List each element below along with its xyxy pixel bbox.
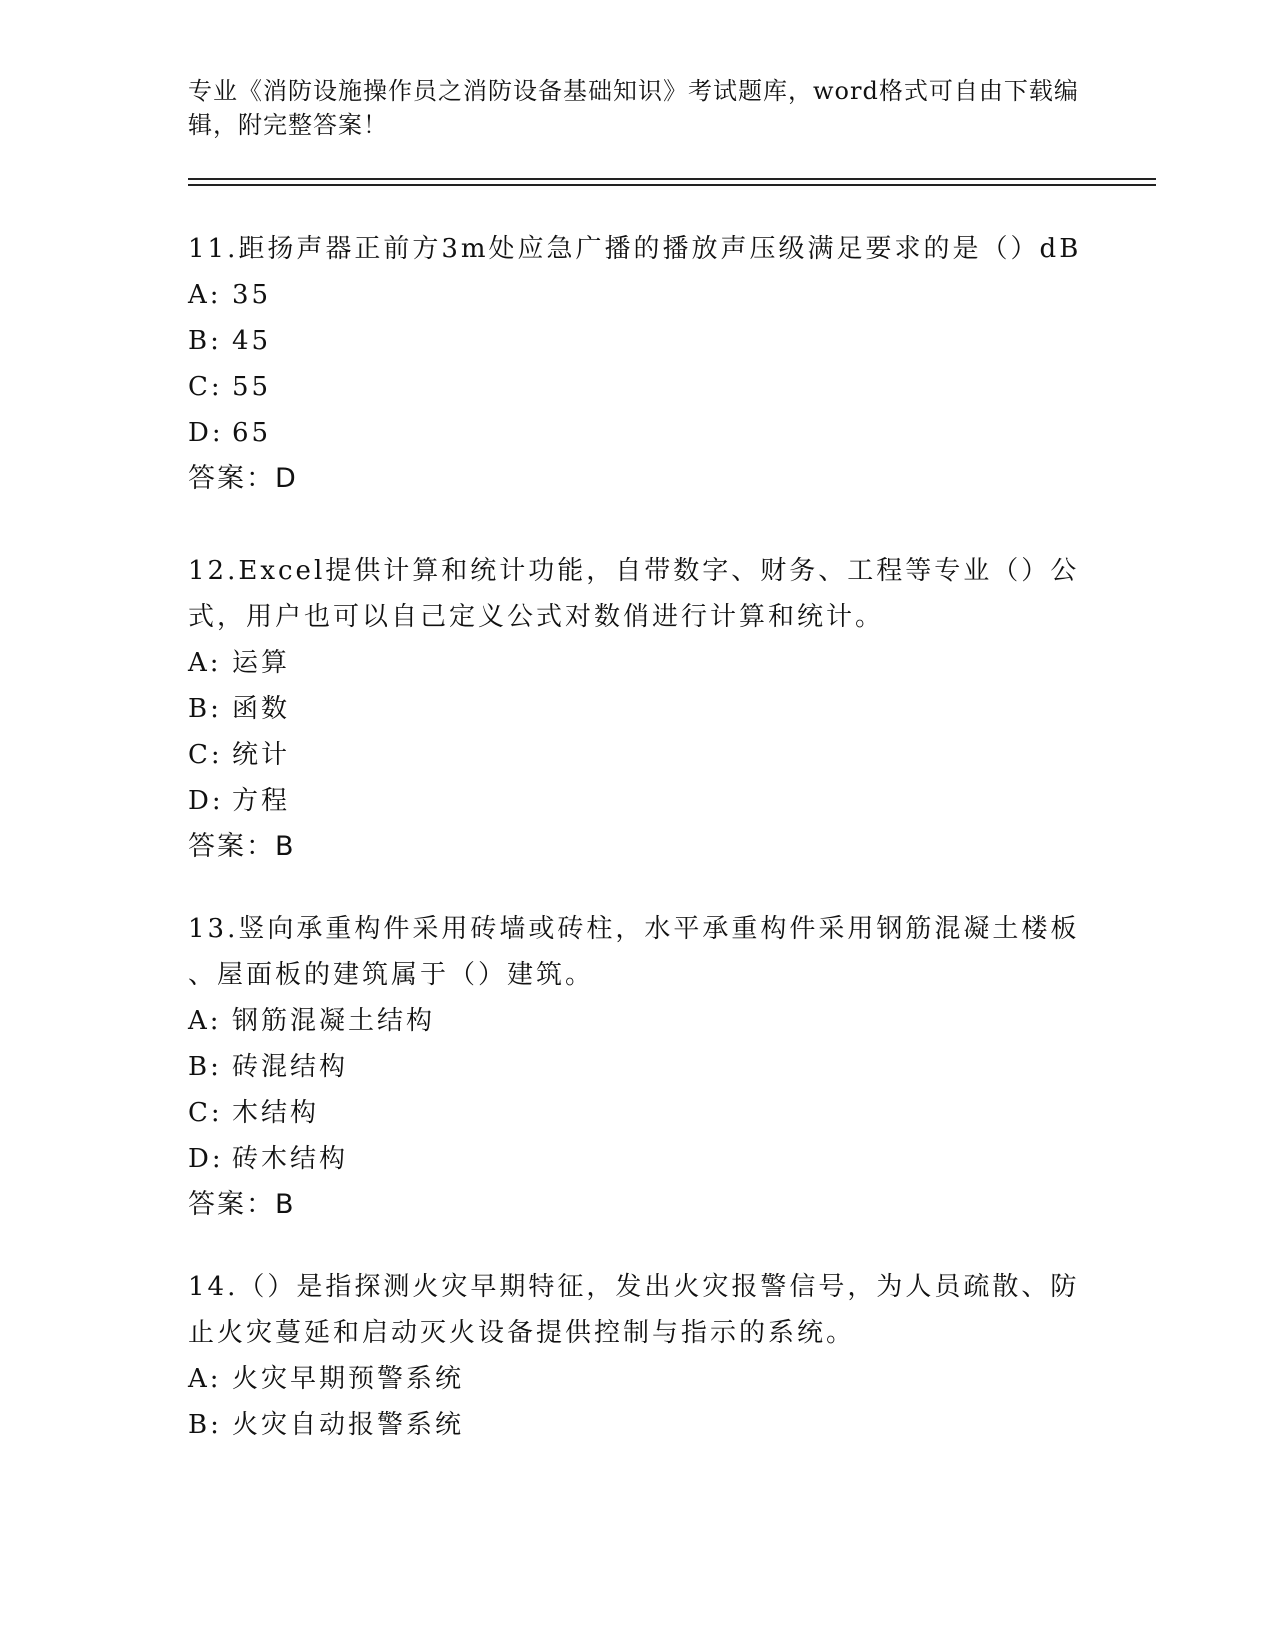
question-11 <box>188 226 1088 502</box>
question-text-line-2: 、屋面板的建筑属于（）建筑。 <box>188 960 595 990</box>
option-text: 35 <box>232 280 272 310</box>
question-text-line-1: 14.（）是指探测火灾早期特征，发出火灾报警信号，为人员疏散、防 <box>188 1272 1080 1302</box>
option-letter: B: <box>188 1052 222 1082</box>
option-text: 运算 <box>232 648 291 678</box>
option-letter: B: <box>188 694 222 724</box>
option-b <box>188 1402 1088 1448</box>
question-13 <box>188 906 1088 1228</box>
option-text: 55 <box>232 372 272 402</box>
option-text: 统计 <box>232 740 291 770</box>
option-c <box>188 732 1088 778</box>
option-text: 火灾自动报警系统 <box>232 1410 465 1440</box>
answer-line: 答案：D <box>188 463 298 494</box>
option-a <box>188 998 1088 1044</box>
option-a <box>188 1356 1088 1402</box>
question-12 <box>188 548 1088 870</box>
answer-line: 答案：B <box>188 831 296 862</box>
option-letter: D: <box>188 418 224 448</box>
question-14 <box>188 1264 1088 1448</box>
question-text: 11.距扬声器正前方3m处应急广播的播放声压级满足要求的是（）dB <box>188 234 1082 264</box>
header-divider-bottom <box>188 184 1156 186</box>
option-b <box>188 1044 1088 1090</box>
option-letter: A: <box>188 280 222 310</box>
option-letter: A: <box>188 1006 222 1036</box>
option-letter: D: <box>188 786 224 816</box>
option-text: 函数 <box>232 694 291 724</box>
option-text: 45 <box>232 326 272 356</box>
option-text: 木结构 <box>232 1098 320 1128</box>
header-divider-top <box>188 178 1156 180</box>
option-d <box>188 1136 1088 1182</box>
option-d <box>188 410 1088 456</box>
option-letter: C: <box>188 372 223 402</box>
option-text: 砖混结构 <box>232 1052 349 1082</box>
option-letter: B: <box>188 1410 222 1440</box>
option-text: 砖木结构 <box>232 1144 349 1174</box>
option-letter: B: <box>188 326 222 356</box>
option-text: 火灾早期预警系统 <box>232 1364 465 1394</box>
question-text-line-2: 止火灾蔓延和启动灭火设备提供控制与指示的系统。 <box>188 1318 856 1348</box>
option-letter: C: <box>188 740 223 770</box>
option-text: 65 <box>232 418 272 448</box>
option-text: 方程 <box>232 786 291 816</box>
answer-line: 答案：B <box>188 1189 296 1220</box>
question-text-line-2: 式，用户也可以自己定义公式对数俏进行计算和统计。 <box>188 602 885 632</box>
option-a <box>188 640 1088 686</box>
option-a <box>188 272 1088 318</box>
question-text-line-1: 12.Excel提供计算和统计功能，自带数字、财务、工程等专业（）公 <box>188 556 1080 586</box>
option-text: 钢筋混凝土结构 <box>232 1006 436 1036</box>
question-text-line-1: 13.竖向承重构件采用砖墙或砖柱，水平承重构件采用钢筋混凝土楼板 <box>188 914 1080 944</box>
header-line-2: 辑，附完整答案！ <box>188 111 388 139</box>
option-letter: D: <box>188 1144 224 1174</box>
option-letter: A: <box>188 648 222 678</box>
option-b <box>188 686 1088 732</box>
option-b <box>188 318 1088 364</box>
header-line-1: 专业《消防设施操作员之消防设备基础知识》考试题库，word格式可自由下载编 <box>188 77 1079 105</box>
option-letter: A: <box>188 1364 222 1394</box>
option-c <box>188 1090 1088 1136</box>
option-letter: C: <box>188 1098 223 1128</box>
option-c <box>188 364 1088 410</box>
option-d <box>188 778 1088 824</box>
document-header <box>188 74 1088 142</box>
